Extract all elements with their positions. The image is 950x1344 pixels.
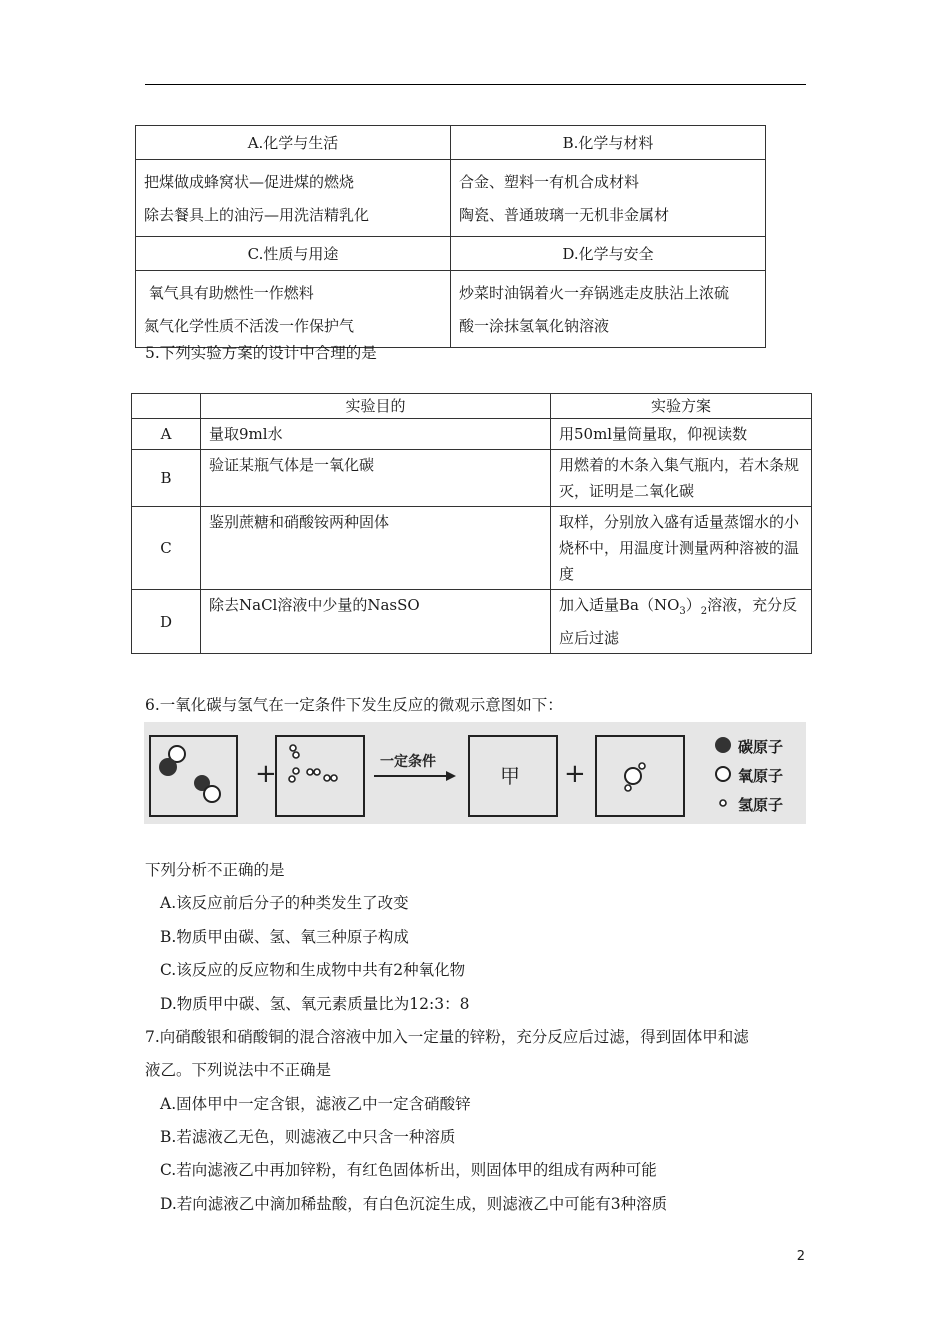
legend-hydrogen-label: 氢原子: [738, 796, 784, 814]
hydrogen-atom: [307, 769, 313, 775]
option-d-heading: D.化学与安全: [451, 237, 766, 271]
hydrogen-atom: [314, 769, 320, 775]
option-c-content: [136, 271, 451, 348]
header-label-cell: [132, 394, 201, 419]
q7-option-a: A.固体甲中一定含银，滤液乙中一定含硝酸锌: [160, 1095, 471, 1113]
plus-sign: +: [564, 759, 586, 789]
option-b-line: 陶瓷、普通玻璃一无机非金属材: [459, 206, 670, 224]
option-a-content: [136, 160, 451, 237]
reaction-diagram-svg: [144, 722, 806, 824]
plan-text: ）: [685, 596, 701, 614]
hydrogen-atom: [639, 763, 645, 769]
carbon-atom: [159, 758, 177, 776]
q6-option-d: D.物质甲中碳、氢、氧元素质量比为12:3：8: [160, 995, 470, 1013]
q5-experiment-table: [131, 393, 812, 654]
row-plan: [551, 590, 812, 654]
plus-sign: +: [255, 759, 277, 789]
option-c-line: 氧气具有助燃性一作燃料: [144, 284, 314, 302]
q7-option-c: C.若向滤液乙中再加锌粉，有红色固体析出，则固体甲的组成有两种可能: [160, 1161, 657, 1179]
q4-options-table: [135, 125, 766, 348]
legend-oxygen-icon: [716, 767, 730, 781]
row-plan: 用50ml量筒量取，仰视读数: [551, 419, 812, 450]
hydrogen-atom: [293, 752, 299, 758]
question-6-prompt: 下列分析不正确的是: [145, 861, 285, 879]
option-c-heading: C.性质与用途: [136, 237, 451, 271]
row-purpose: 除去NaCl溶液中少量的NasSO: [201, 590, 551, 654]
subscript: 2: [700, 606, 708, 617]
page-number: 2: [796, 1249, 805, 1264]
legend-hydrogen-icon: [720, 800, 726, 806]
table-row: [132, 590, 812, 654]
header-plan: 实验方案: [551, 394, 812, 419]
option-b-content: [451, 160, 766, 237]
option-a-heading: A.化学与生活: [136, 126, 451, 160]
row-purpose: 量取9ml水: [201, 419, 551, 450]
legend-carbon-label: 碳原子: [738, 738, 784, 756]
plan-text: 溶液，充分反应后过滤: [559, 596, 798, 647]
table-row: [132, 419, 812, 450]
q7-option-d: D.若向滤液乙中滴加稀盐酸，有白色沉淀生成，则滤液乙中可能有3种溶质: [160, 1195, 668, 1213]
row-plan: 取样，分别放入盛有适量蒸馏水的小烧杯中，用温度计测量两种溶被的温度: [551, 507, 812, 590]
row-purpose: 验证某瓶气体是一氧化碳: [201, 450, 551, 507]
q7-option-b: B.若滤液乙无色，则滤液乙中只含一种溶质: [160, 1128, 456, 1146]
option-a-line: 除去餐具上的油污—用洗洁精乳化: [144, 206, 370, 224]
reactant-box-co: [150, 736, 237, 816]
table-row: [132, 507, 812, 590]
option-d-line: 酸一涂抹氢氧化钠溶液: [459, 317, 610, 335]
question-7-stem-line2: 液乙。下列说法中不正确是: [145, 1061, 332, 1079]
hydrogen-atom: [324, 775, 330, 781]
reaction-diagram: [144, 722, 806, 824]
row-label: D: [132, 590, 201, 654]
row-label: C: [132, 507, 201, 590]
option-b-line: 合金、塑料一有机合成材料: [459, 173, 640, 191]
hydrogen-atom: [625, 785, 631, 791]
product-label: 甲: [500, 764, 520, 788]
hydrogen-atom: [289, 776, 295, 782]
plan-text: 加入适量Ba（NO: [559, 596, 680, 614]
question-5-stem: 5.下列实验方案的设计中合理的是: [145, 344, 377, 362]
header-purpose: 实验目的: [201, 394, 551, 419]
arrow-condition-label: 一定条件: [380, 754, 436, 770]
subscript: 3: [679, 606, 686, 617]
oxygen-atom: [625, 768, 641, 784]
question-7-stem-line1: 7.向硝酸银和硝酸铜的混合溶液中加入一定量的锌粉，充分反应后过滤，得到固体甲和滤: [145, 1028, 749, 1046]
option-a-line: 把煤做成蜂窝状—促进煤的燃烧: [144, 173, 355, 191]
row-label: B: [132, 450, 201, 507]
hydrogen-atom: [293, 768, 299, 774]
arrow-head-icon: [446, 771, 456, 781]
table-row: [132, 450, 812, 507]
question-6-stem: 6.一氧化碳与氢气在一定条件下发生反应的微观示意图如下：: [145, 696, 563, 714]
option-d-line: 炒菜时油锅着火一弃锅逃走皮肤沾上浓硫: [459, 284, 730, 302]
q6-option-b: B.物质甲由碳、氢、氧三种原子构成: [160, 928, 409, 946]
oxygen-atom: [204, 786, 220, 802]
row-plan: 用燃着的木条入集气瓶内，若木条规灭，证明是二氧化碳: [551, 450, 812, 507]
option-d-content: [451, 271, 766, 348]
option-b-heading: B.化学与材料: [451, 126, 766, 160]
legend-carbon-icon: [715, 737, 731, 753]
hydrogen-atom: [331, 775, 337, 781]
hydrogen-atom: [290, 745, 296, 751]
option-c-line: 氮气化学性质不活泼一作保护气: [144, 317, 355, 335]
q6-option-c: C.该反应的反应物和生成物中共有2种氧化物: [160, 961, 466, 979]
row-purpose: 鉴别蔗糖和硝酸铵两种固体: [201, 507, 551, 590]
row-label: A: [132, 419, 201, 450]
legend-oxygen-label: 氧原子: [738, 767, 784, 785]
header-rule: [145, 84, 806, 85]
q6-option-a: A.该反应前后分子的种类发生了改变: [160, 894, 409, 912]
